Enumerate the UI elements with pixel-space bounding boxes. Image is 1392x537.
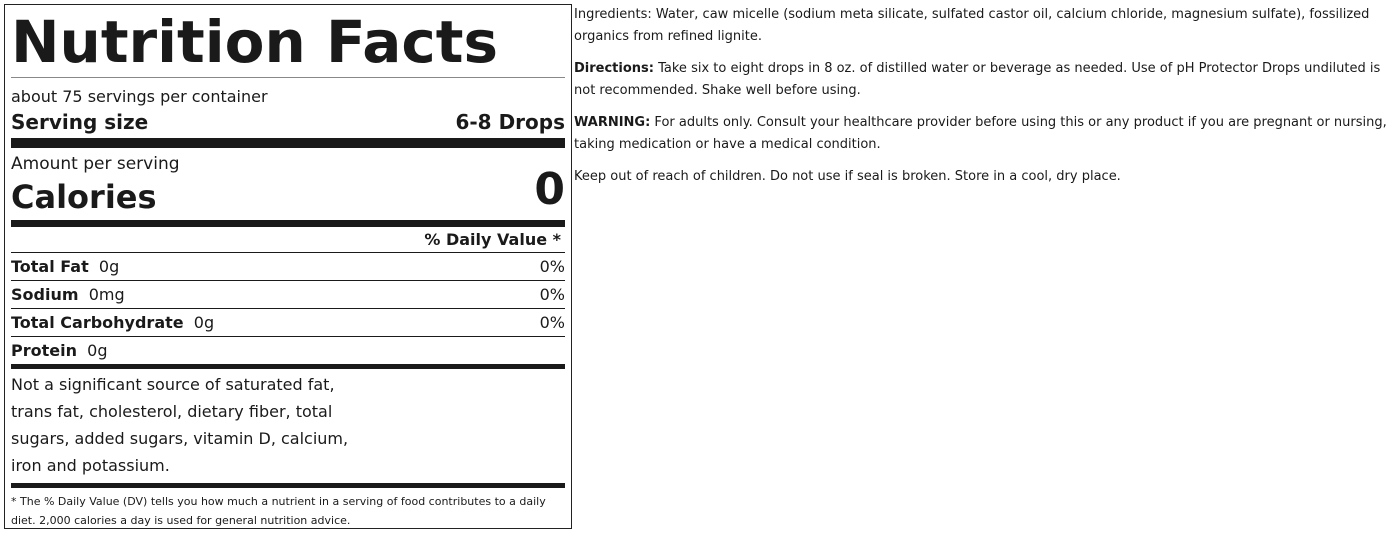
label-title: Nutrition Facts — [11, 8, 498, 76]
servings-per-container: about 75 servings per container — [11, 87, 268, 106]
nutrient-row — [11, 281, 565, 308]
directions-text: Take six to eight drops in 8 oz. of distilled water or beverage as needed. Use of pH Protector Drops undiluted is not recommended. Shake well before using. — [574, 61, 1381, 98]
nutrient-amount: 0g — [87, 341, 108, 360]
nutrient-amount: 0mg — [88, 285, 125, 304]
nutrient-amount: 0g — [98, 257, 120, 276]
product-info — [574, 4, 1390, 198]
calories-value: 0 — [534, 164, 565, 215]
not-significant-note: Not a significant source of saturated fat, trans fat, cholesterol, dietary fiber, total sugars, added sugars, vitamin D, calcium, iron and potassium. — [11, 375, 349, 475]
nutrient-name: Total Fat — [11, 257, 89, 276]
warning-label: WARNING: — [574, 115, 651, 130]
warning-paragraph — [574, 112, 1390, 156]
daily-value-footnote: * The % Daily Value (DV) tells you how much a nutrient in a serving of food contributes to a daily diet. 2,000 calories a day is used for general nutrition advice. — [11, 495, 546, 527]
ingredients-text: Ingredients: Water, caw micelle (sodium meta silicate, sulfated castor oil, calcium chloride, magnesium sulfate), fossilized organics from refined lignite. — [574, 7, 1370, 44]
daily-value-header: % Daily Value * — [424, 230, 561, 249]
storage-text: Keep out of reach of children. Do not use if seal is broken. Store in a cool, dry place. — [574, 169, 1121, 184]
nutrient-row — [11, 337, 565, 364]
nutrient-row — [11, 309, 565, 336]
warning-text: For adults only. Consult your healthcare provider before using this or any product if you are pregnant or nursing, taking medication or have a medical condition. — [574, 115, 1387, 152]
calories-block — [11, 148, 565, 220]
nutrient-dv: 0% — [539, 313, 565, 332]
serving-size-value: 6-8 Drops — [455, 110, 565, 134]
thick-divider — [11, 138, 565, 148]
nutrient-name: Sodium — [11, 285, 79, 304]
nutrient-name: Protein — [11, 341, 77, 360]
medium-divider — [11, 220, 565, 227]
directions-label: Directions: — [574, 61, 654, 76]
nutrition-facts-label — [4, 4, 572, 529]
nutrient-dv: 0% — [539, 285, 565, 304]
directions-paragraph — [574, 58, 1390, 102]
serving-size-row — [11, 108, 565, 138]
title-divider — [11, 77, 565, 78]
nutrient-amount: 0g — [193, 313, 215, 332]
calories-label: Calories — [11, 178, 157, 216]
amount-per-serving: Amount per serving — [11, 154, 180, 174]
nutrient-row — [11, 253, 565, 280]
serving-size-label: Serving size — [11, 110, 149, 134]
nutrient-name: Total Carbohydrate — [11, 313, 184, 332]
nutrient-dv: 0% — [539, 257, 565, 276]
